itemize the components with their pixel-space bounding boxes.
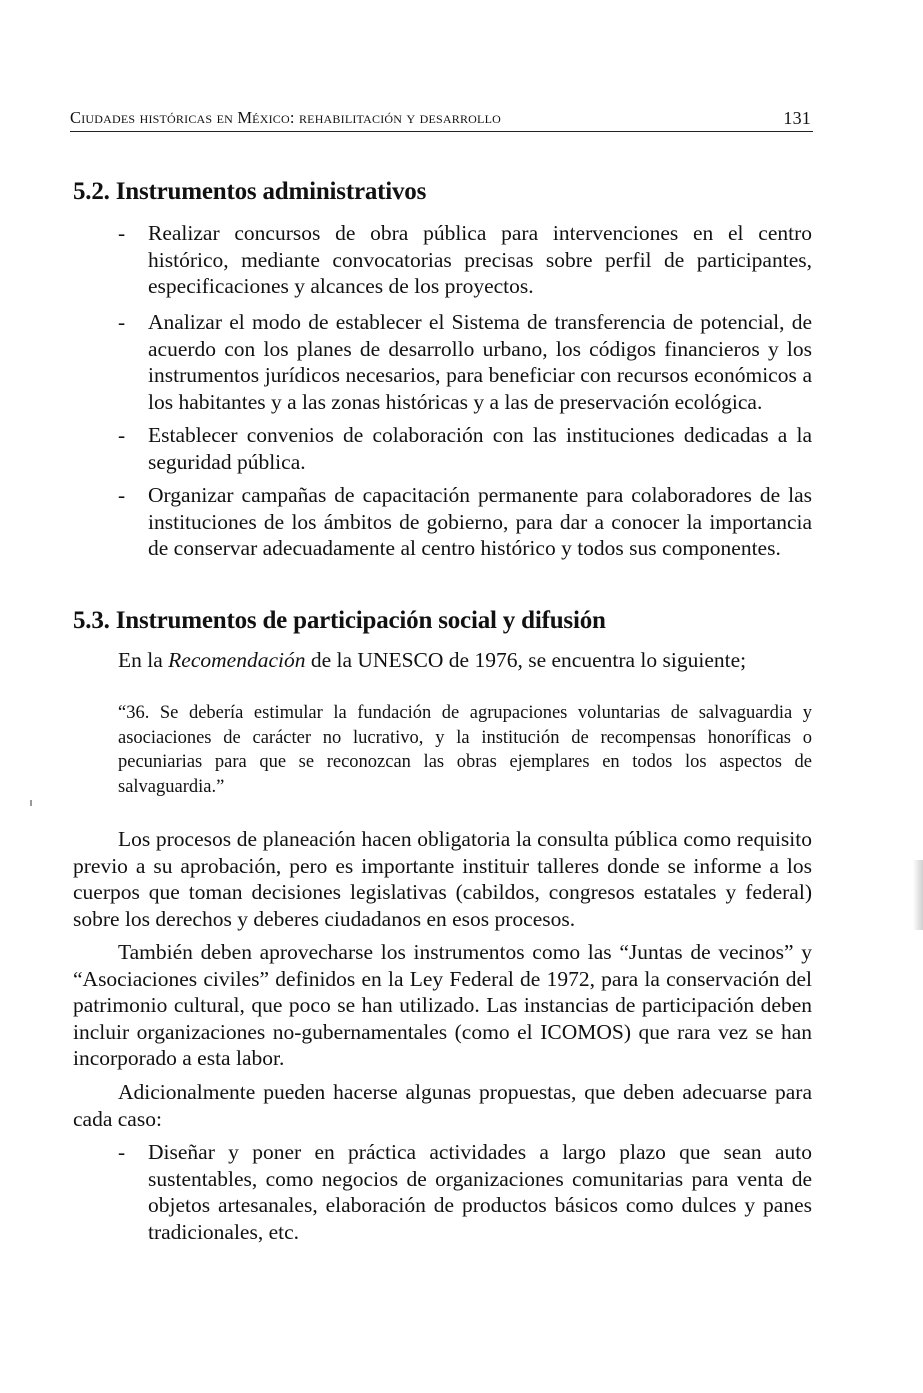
intro-sentence xyxy=(118,648,746,673)
list-item-text: Organizar campañas de capacitación permanente para colaboradores de las instituciones de los ámbitos de gobierno, para dar a conocer la importancia de conservar adecuadamente al centro histórico y todos sus componentes. xyxy=(148,483,812,560)
scan-edge-shadow xyxy=(913,860,923,930)
section-heading-5-3: 5.3. Instrumentos de participación social y difusión xyxy=(73,607,606,634)
page-number: 131 xyxy=(783,108,811,128)
bullet-dash: - xyxy=(118,483,126,507)
list-item-text: Realizar concursos de obra pública para intervenciones en el centro histórico, mediante convocatorias precisas sobre perfil de participantes, especificaciones y alcances de los proyectos. xyxy=(148,221,812,298)
list-item xyxy=(118,422,812,475)
list-item xyxy=(118,309,812,415)
list-item xyxy=(118,1139,812,1245)
running-title: Ciudades históricas en México: rehabilitación y desarrollo xyxy=(70,108,501,127)
bullet-dash: - xyxy=(118,310,126,334)
list-item xyxy=(118,482,812,562)
bullet-dash: - xyxy=(118,1140,126,1164)
intro-text-after: de la UNESCO de 1976, se encuentra lo siguiente; xyxy=(305,648,747,672)
list-item-text: Analizar el modo de establecer el Sistema de transferencia de potencial, de acuerdo con los planes de desarrollo urbano, los códigos financieros y los instrumentos jurídicos necesarios, para beneficiar con recursos económicos a los habitantes y a las zonas históricas y a las de preservación ecológica. xyxy=(148,310,812,414)
scan-speck xyxy=(30,800,32,806)
bullet-dash: - xyxy=(118,221,126,245)
list-item-text: Establecer convenios de colaboración con las instituciones dedicadas a la seguridad pública. xyxy=(148,423,812,474)
list-item-text: Diseñar y poner en práctica actividades a largo plazo que sean auto sustentables, como negocios de organizaciones comunitarias para venta de objetos artesanales, elaboración de productos básicos como dulces y panes tradicionales, etc. xyxy=(148,1140,812,1244)
list-item xyxy=(118,220,812,300)
intro-italic-title: Recomendación xyxy=(168,648,306,672)
body-paragraph: Adicionalmente pueden hacerse algunas propuestas, que deben adecuarse para cada caso: xyxy=(73,1080,812,1131)
bullet-dash: - xyxy=(118,423,126,447)
running-header xyxy=(70,108,813,132)
body-paragraph: También deben aprovecharse los instrumentos como las “Juntas de vecinos” y “Asociaciones civiles” definidos en la Ley Federal de 1972, para la conservación del patrimonio cultural, que poco se han utilizado. Las instancias de participación deben incluir organizaciones no-gubernamentales (como el ICOMOS) que rara vez se han incorporado a esta labor. xyxy=(73,940,812,1070)
body-paragraph: Los procesos de planeación hacen obligatoria la consulta pública como requisito previo a su aprobación, pero es importante instituir talleres donde se informe a los cuerpos que toman decisiones legislativas (cabildos, congresos estatales y federal) sobre los derechos y deberes ciudadanos en esos procesos. xyxy=(73,827,812,931)
block-quote: “36. Se debería estimular la fundación de agrupaciones voluntarias de salvaguardia y asociaciones de carácter no lucrativo, y la institución de recompensas honoríficas o pecuniarias para que se reconozcan las obras ejemplares en todos los aspectos de salvaguardia.” xyxy=(118,703,812,797)
section-heading-5-2: 5.2. Instrumentos administrativos xyxy=(73,178,427,205)
intro-text-before: En la xyxy=(118,648,169,672)
